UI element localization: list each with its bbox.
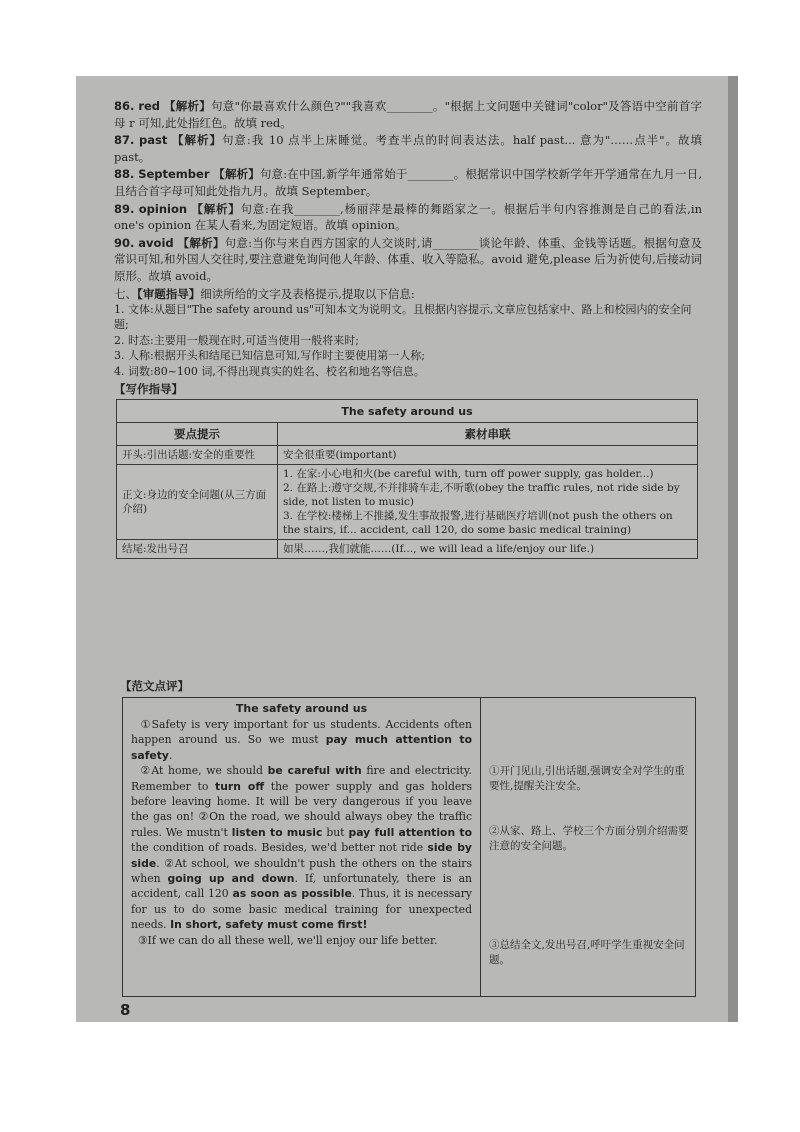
requirement-2: 2. 时态:主要用一般现在时,可适当使用一般将来时; <box>114 333 359 347</box>
writing-guide-heading: 【写作指导】 <box>114 382 183 397</box>
model-essay <box>123 698 481 996</box>
requirement-1: 1. 文体:从题目"The safety around us"可知本文为说明文。且根据内容提示,文章应包括家中、路上和校园内的安全问题; <box>114 302 692 332</box>
requirement-3: 3. 人称:根据开头和结尾已知信息可知,写作时主要使用第一人称; <box>114 349 425 363</box>
answer-89: 89. opinion 【解析】句意:在我________,杨丽萍是最棒的舞蹈家之一。根据后半句内容推测是自己的看法,in one's opinion 在某人看来,为固定短语。故填 opinion。 <box>114 201 703 233</box>
row-material-ending: 如果……,我们就能……(If..., we will lead a life/enjoy our life.) <box>278 540 698 559</box>
answer-87: 87. past 【解析】句意:我 10 点半上床睡觉。考查半点的时间表达法。half past... 意为"……点半"。故填 past。 <box>114 133 702 164</box>
comment-2: ②从家、路上、学校三个方面分别介绍需要注意的安全问题。 <box>489 825 689 852</box>
column-header-material: 素材串联 <box>278 423 698 446</box>
answer-90: 90. avoid 【解析】句意:当你与来自西方国家的人交谈时,请________谈论年龄、体重、金钱等话题。根据句意及常识可知,和外国人交往时,要注意避免询问他人年龄、体重、收入等隐私。avoid 避免,please 后为祈使句,后接动词原形。故填 avoid。 <box>114 235 703 283</box>
page-number: 8 <box>120 1001 131 1019</box>
row-material-opening: 安全很重要(important) <box>278 446 698 465</box>
model-essay-box <box>122 697 696 997</box>
table-row <box>117 446 698 465</box>
section-heading: 七、【审题指导】细读所给的文字及表格提示,提取以下信息: <box>114 286 415 301</box>
table-title: The safety around us <box>117 400 698 423</box>
table-row <box>117 540 698 559</box>
row-material-body: 1. 在家:小心电和火(be careful with, turn off power supply, gas holder...) 2. 在路上:遵守交规,不并排骑车走,不听歌(obey the traffic rules, not ride side by side, not listen to music) 3. 在学校:楼梯上不推搡,发生事故报警,进行基础医疗培训(not push the others on the stairs, if... accident, call 120, do some basic medical training) <box>278 465 698 540</box>
model-essay-title: The safety around us <box>235 702 368 715</box>
row-key-body: 正文:身边的安全问题(从三方面介绍) <box>117 465 278 540</box>
page-edge <box>728 76 738 1022</box>
essay-paragraph-3: ③If we can do all these well, we'll enjoy our life better. <box>137 933 438 947</box>
scanned-page <box>76 76 738 1022</box>
table-row <box>117 465 698 540</box>
comment-1: ①开门见山,引出话题,强调安全对学生的重要性,提醒关注安全。 <box>489 765 685 792</box>
model-essay-heading: 【范文点评】 <box>120 679 189 693</box>
essay-paragraph-1: ①Safety is very important for us students. Accidents often happen around us. So we must pay much attention to safety. <box>131 718 473 762</box>
essay-comments <box>481 698 695 996</box>
requirement-4: 4. 词数:80~100 词,不得出现真实的姓名、校名和地名等信息。 <box>114 364 425 378</box>
answer-88: 88. September 【解析】句意:在中国,新学年通常始于________。根据常识中国学校新学年开学通常在九月一日,且结合首字母可知此处指九月。故填 September。 <box>114 167 703 198</box>
row-key-ending: 结尾:发出号召 <box>117 540 278 559</box>
comment-3: ③总结全文,发出号召,呼吁学生重视安全问题。 <box>489 939 685 966</box>
answer-86: 86. red 【解析】句意"你最喜欢什么颜色?""我喜欢________。"根据上文问题中关键词"color"及答语中空前首字母 r 可知,此处指红色。故填 red。 <box>114 99 703 130</box>
writing-guide-table <box>116 399 698 559</box>
column-header-key: 要点提示 <box>117 423 278 446</box>
essay-paragraph-2: ②At home, we should be careful with fire and electricity. Remember to turn off the power supply and gas holders before leaving home. It will be very dangerous if you leave the gas on! ②On the road, we should always obey the traffic rules. We mustn't listen to music but pay full attention to the condition of roads. Besides, we'd better not ride side by side. ②At school, we shouldn't push the others on the stairs when going up and down. If, unfortunately, there is an accident, call 120 as soon as possible. Thus, it is necessary for us to do some basic medical training for unexpected needs. In short, safety must come first! <box>131 764 472 932</box>
row-key-opening: 开头:引出话题:安全的重要性 <box>117 446 278 465</box>
answer-list <box>114 98 702 285</box>
